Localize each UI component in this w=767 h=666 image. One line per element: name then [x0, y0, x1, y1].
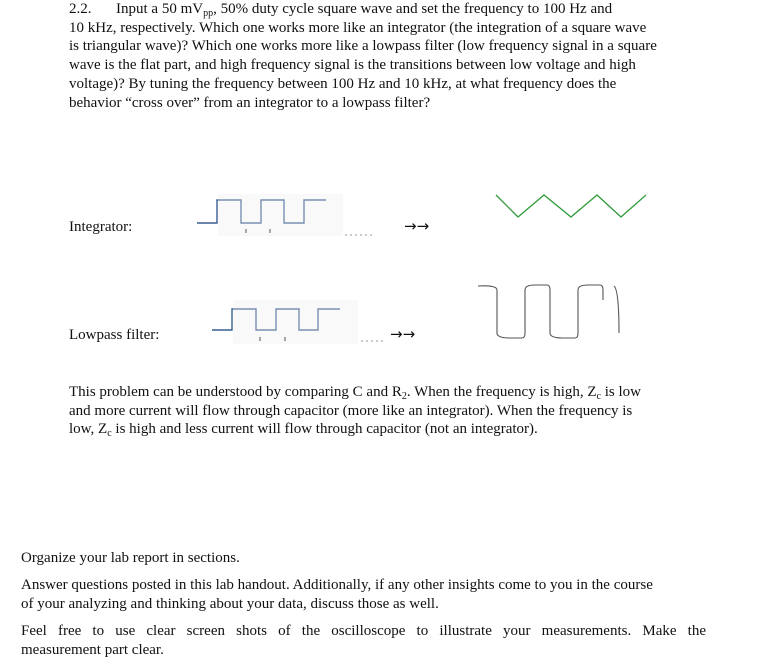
explanation-paragraph: [69, 383, 719, 439]
integrator-label: Integrator:: [69, 219, 133, 235]
waveform-shadow: [218, 194, 343, 236]
integrator-output-triangle-wave: [496, 195, 646, 217]
waveform-shadow: [233, 300, 358, 344]
explanation-line-2: and more current will flow through capacitor (more like an integrator). When the frequency is: [69, 402, 633, 419]
explanation-line-3: low, $Z_c$ is high and less current will flow through capacitor (not an integrator).: [69, 421, 538, 440]
integrator-arrows: →→: [404, 217, 430, 235]
lowpass-label: Lowpass filter:: [69, 327, 160, 343]
lowpass-arrows: →→: [390, 325, 416, 343]
instruction-screenshots: Feel free to use clear screen shots of the oscilloscope to illustrate your measurements. Make the measurement part clear.: [21, 623, 706, 658]
instruction-organize: Organize your lab report in sections.: [21, 550, 240, 566]
question-number: 2.2.: [69, 1, 92, 17]
question-line-3: is triangular wave)? Which one works more like a lowpass filter (low frequency signal in a square: [69, 38, 657, 55]
lowpass-output-rounded-wave: [478, 285, 619, 338]
question-line-2: 10 kHz, respectively. Which one works more like an integrator (the integration of a square wave: [69, 19, 647, 36]
instruction-answer-questions: Answer questions posted in this lab handout. Additionally, if any other insights come to you in the course of your analyzing and thinking about your data, discuss those as well.: [21, 577, 653, 612]
question-line-5: voltage)? By tuning the frequency between 100 Hz and 10 kHz, at what frequency does the: [69, 75, 617, 92]
question-line-6: behavior “cross over” from an integrator to a lowpass filter?: [69, 94, 431, 111]
question-line-1: 2.2. Input a 50 $mV_{pp}$, 50% duty cycle square wave and set the frequency to 100 Hz and: [69, 1, 613, 19]
explanation-line-1: This problem can be understood by comparing C and $R_2$. When the frequency is high, $Z_c$ is low: [69, 384, 641, 402]
question-line-4: wave is the flat part, and high frequency signal is the transitions between low voltage and high: [69, 57, 636, 74]
